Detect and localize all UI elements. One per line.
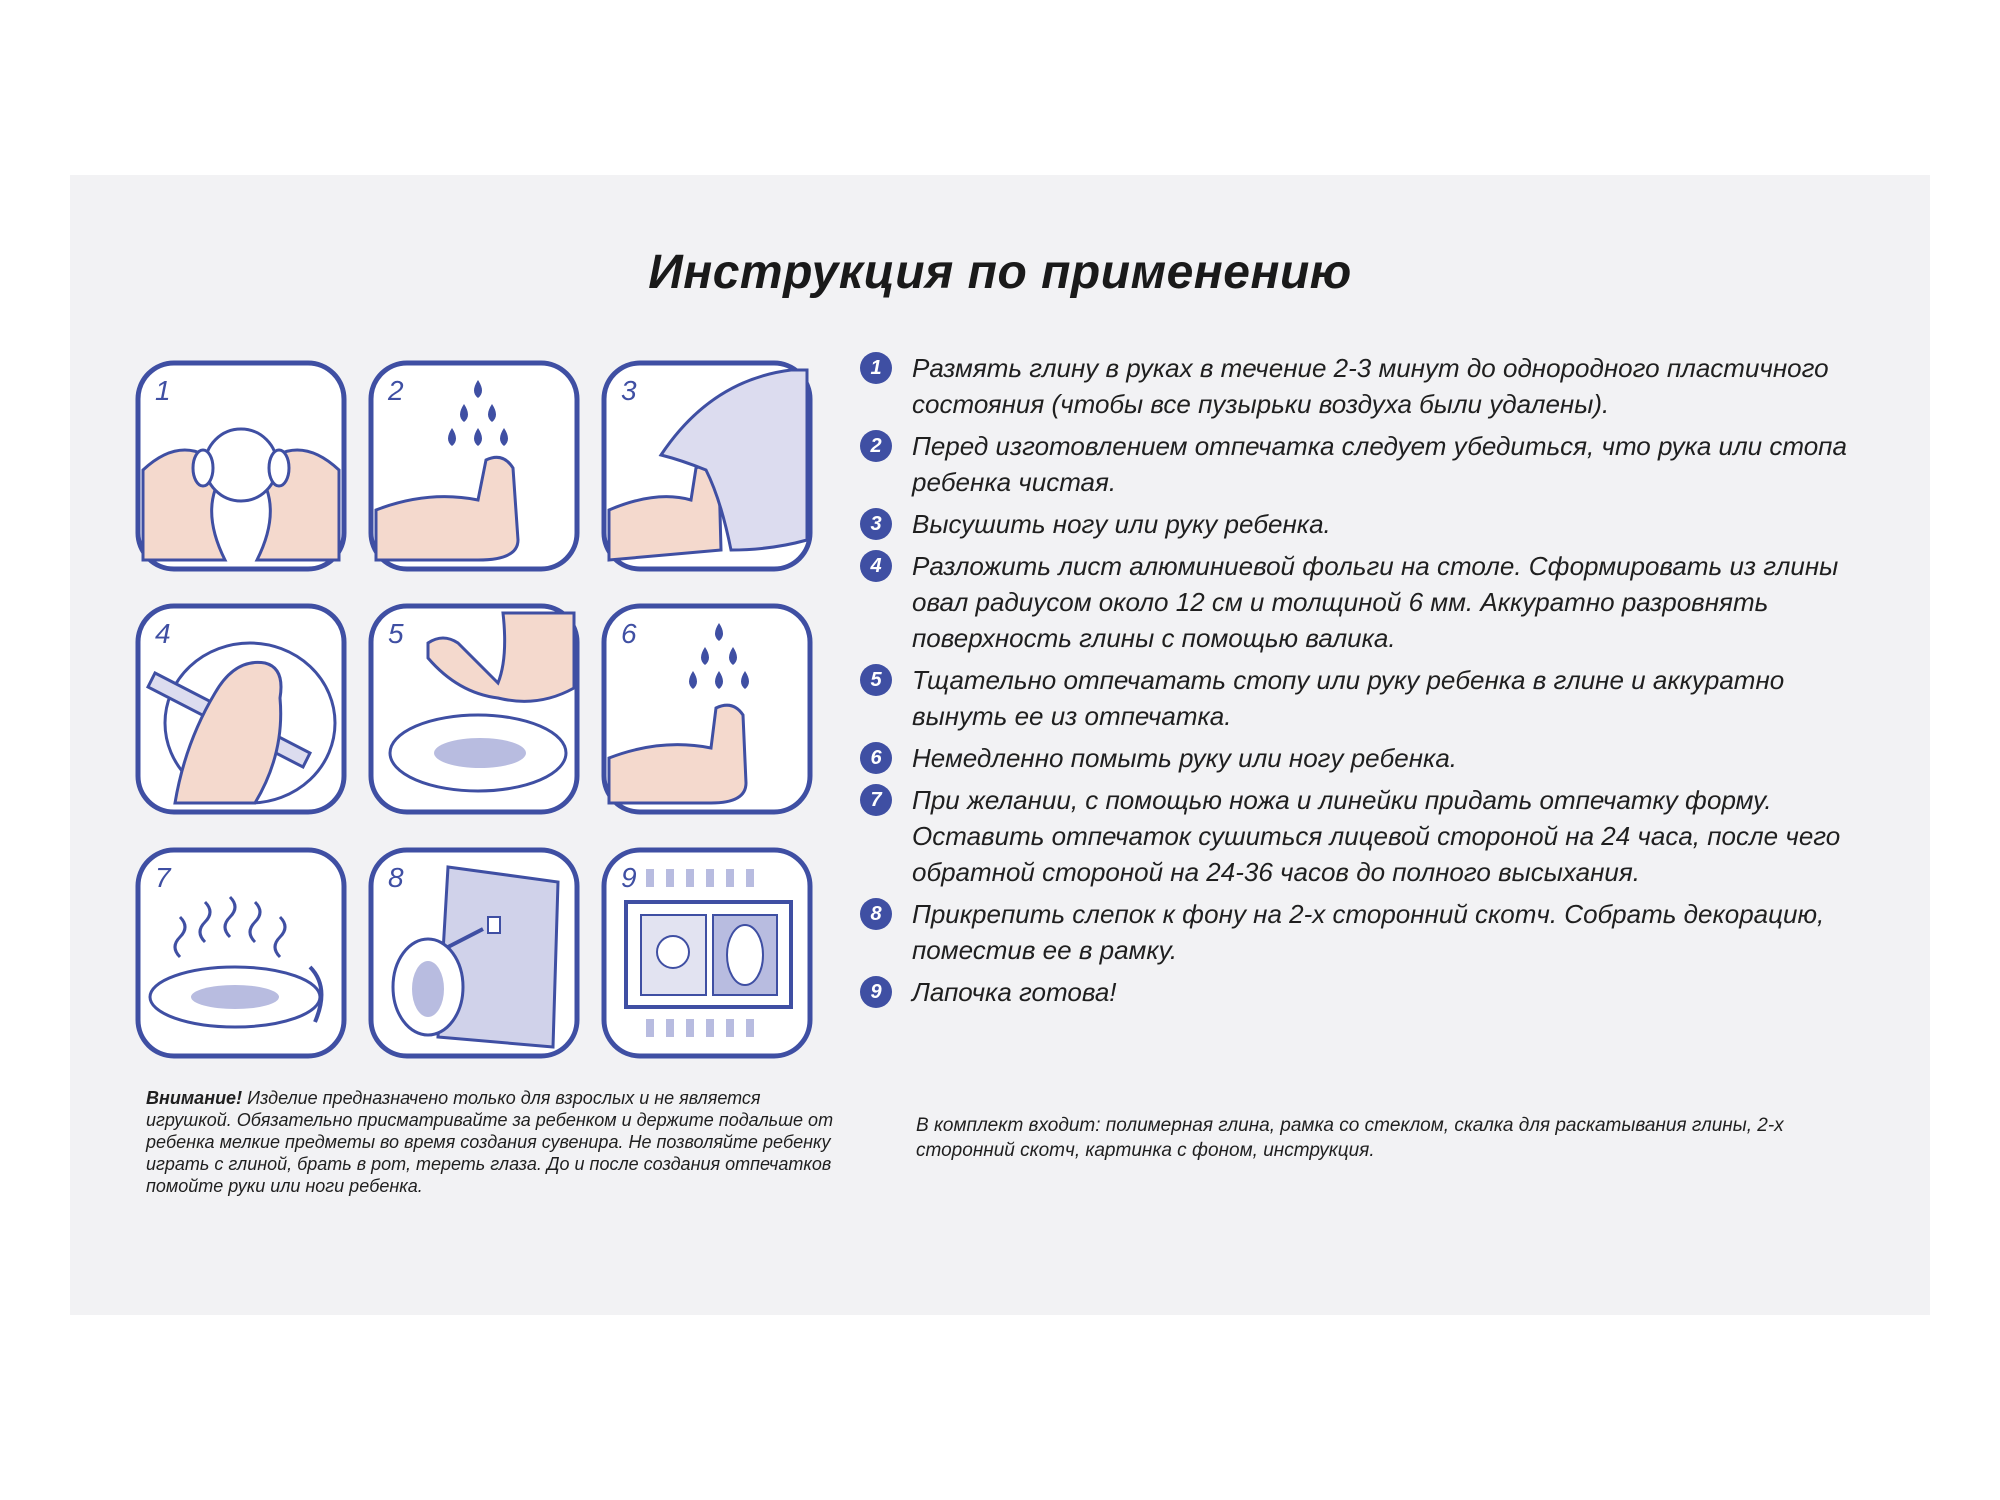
step-text: Тщательно отпечатать стопу или руку ребенка в глине и аккуратно вынуть ее из отпечатка. xyxy=(912,665,1785,731)
illustration-grid xyxy=(135,360,815,1060)
panel-2 xyxy=(368,360,580,572)
page-title: Инструкция по применению xyxy=(648,246,1352,299)
attaching-print-to-background-icon xyxy=(368,847,580,1059)
step-number-badge: 8 xyxy=(860,898,892,930)
panel-3 xyxy=(601,360,813,572)
panel-6 xyxy=(601,603,813,815)
step-text: Прикрепить слепок к фону на 2-х сторонний скотч. Собрать декорацию, поместив ее в рамку. xyxy=(912,899,1825,965)
step-number-badge: 7 xyxy=(860,784,892,816)
kit-contents: В комплект входит: полимерная глина, рамка со стеклом, скалка для раскатывания глины, 2-х сторонний скотч, картинка с фоном, инструкция. xyxy=(916,1115,1784,1161)
step-text: Разложить лист алюминиевой фольги на столе. Сформировать из глины овал радиусом около 12 см и толщиной 6 мм. Аккуратно разровнять поверхность глины с помощью валика. xyxy=(912,551,1839,653)
step-number-badge: 4 xyxy=(860,550,892,582)
svg-text:2: 2 xyxy=(388,375,404,406)
list-item xyxy=(860,974,1880,1010)
rolling-clay-pin-icon xyxy=(135,603,347,815)
step-number-badge: 6 xyxy=(860,742,892,774)
washing-foot-again-icon xyxy=(601,603,813,815)
steps-list xyxy=(860,350,1880,1016)
kneading-clay-hands-icon xyxy=(135,360,347,572)
list-item xyxy=(860,782,1880,890)
panel-8 xyxy=(368,847,580,1059)
panel-1 xyxy=(135,360,347,572)
step-text: Немедленно помыть руку или ногу ребенка. xyxy=(912,743,1457,773)
panel-4 xyxy=(135,603,347,815)
list-item xyxy=(860,662,1880,734)
drying-foot-towel-icon xyxy=(601,360,813,572)
step-number-badge: 2 xyxy=(860,430,892,462)
step-text: Размять глину в руках в течение 2-3 минут до однородного пластичного состояния (чтобы все пузырьки воздуха были удалены). xyxy=(912,353,1829,419)
list-item xyxy=(860,740,1880,776)
step-number-badge: 3 xyxy=(860,508,892,540)
step-text: Лапочка готова! xyxy=(912,977,1117,1007)
warning-label: Внимание! xyxy=(146,1088,243,1108)
instruction-sheet xyxy=(70,175,1930,1315)
washing-foot-water-drops-icon xyxy=(368,360,580,572)
svg-text:7: 7 xyxy=(155,862,171,893)
list-item xyxy=(860,506,1880,542)
step-number-badge: 9 xyxy=(860,976,892,1008)
list-item xyxy=(860,896,1880,968)
list-item xyxy=(860,350,1880,422)
panel-7 xyxy=(135,847,347,1059)
panel-9 xyxy=(601,847,813,1059)
step-text: Перед изготовлением отпечатка следует убедиться, что рука или стопа ребенка чистая. xyxy=(912,431,1847,497)
step-number-badge: 1 xyxy=(860,352,892,384)
panel-5 xyxy=(368,603,580,815)
warning-note xyxy=(146,1087,836,1197)
step-number-badge: 5 xyxy=(860,664,892,696)
drying-print-heat-icon xyxy=(135,847,347,1059)
warning-text: Изделие предназначено только для взрослых и не является игрушкой. Обязательно присматривайте за ребенком и держите подальше от ребенка мелкие предметы во время создания сувенира. Не позволяйте ребенку играть с глиной, брать в рот, тереть глаза. До и после создания отпечатков помойте руки или ноги ребенка. xyxy=(146,1088,834,1196)
svg-text:5: 5 xyxy=(388,618,404,649)
svg-text:6: 6 xyxy=(621,618,637,649)
svg-text:8: 8 xyxy=(388,862,404,893)
step-text: При желании, с помощью ножа и линейки придать отпечатку форму. Оставить отпечаток сушиться лицевой стороной на 24 часа, после чего обратной стороной на 24-36 часов до полного высыхания. xyxy=(912,785,1841,887)
pressing-foot-in-clay-icon xyxy=(368,603,580,815)
list-item xyxy=(860,428,1880,500)
svg-text:4: 4 xyxy=(155,618,171,649)
finished-frame-icon xyxy=(601,847,813,1059)
svg-text:1: 1 xyxy=(155,375,171,406)
svg-text:9: 9 xyxy=(621,862,637,893)
list-item xyxy=(860,548,1880,656)
svg-text:3: 3 xyxy=(621,375,637,406)
step-text: Высушить ногу или руку ребенка. xyxy=(912,509,1331,539)
